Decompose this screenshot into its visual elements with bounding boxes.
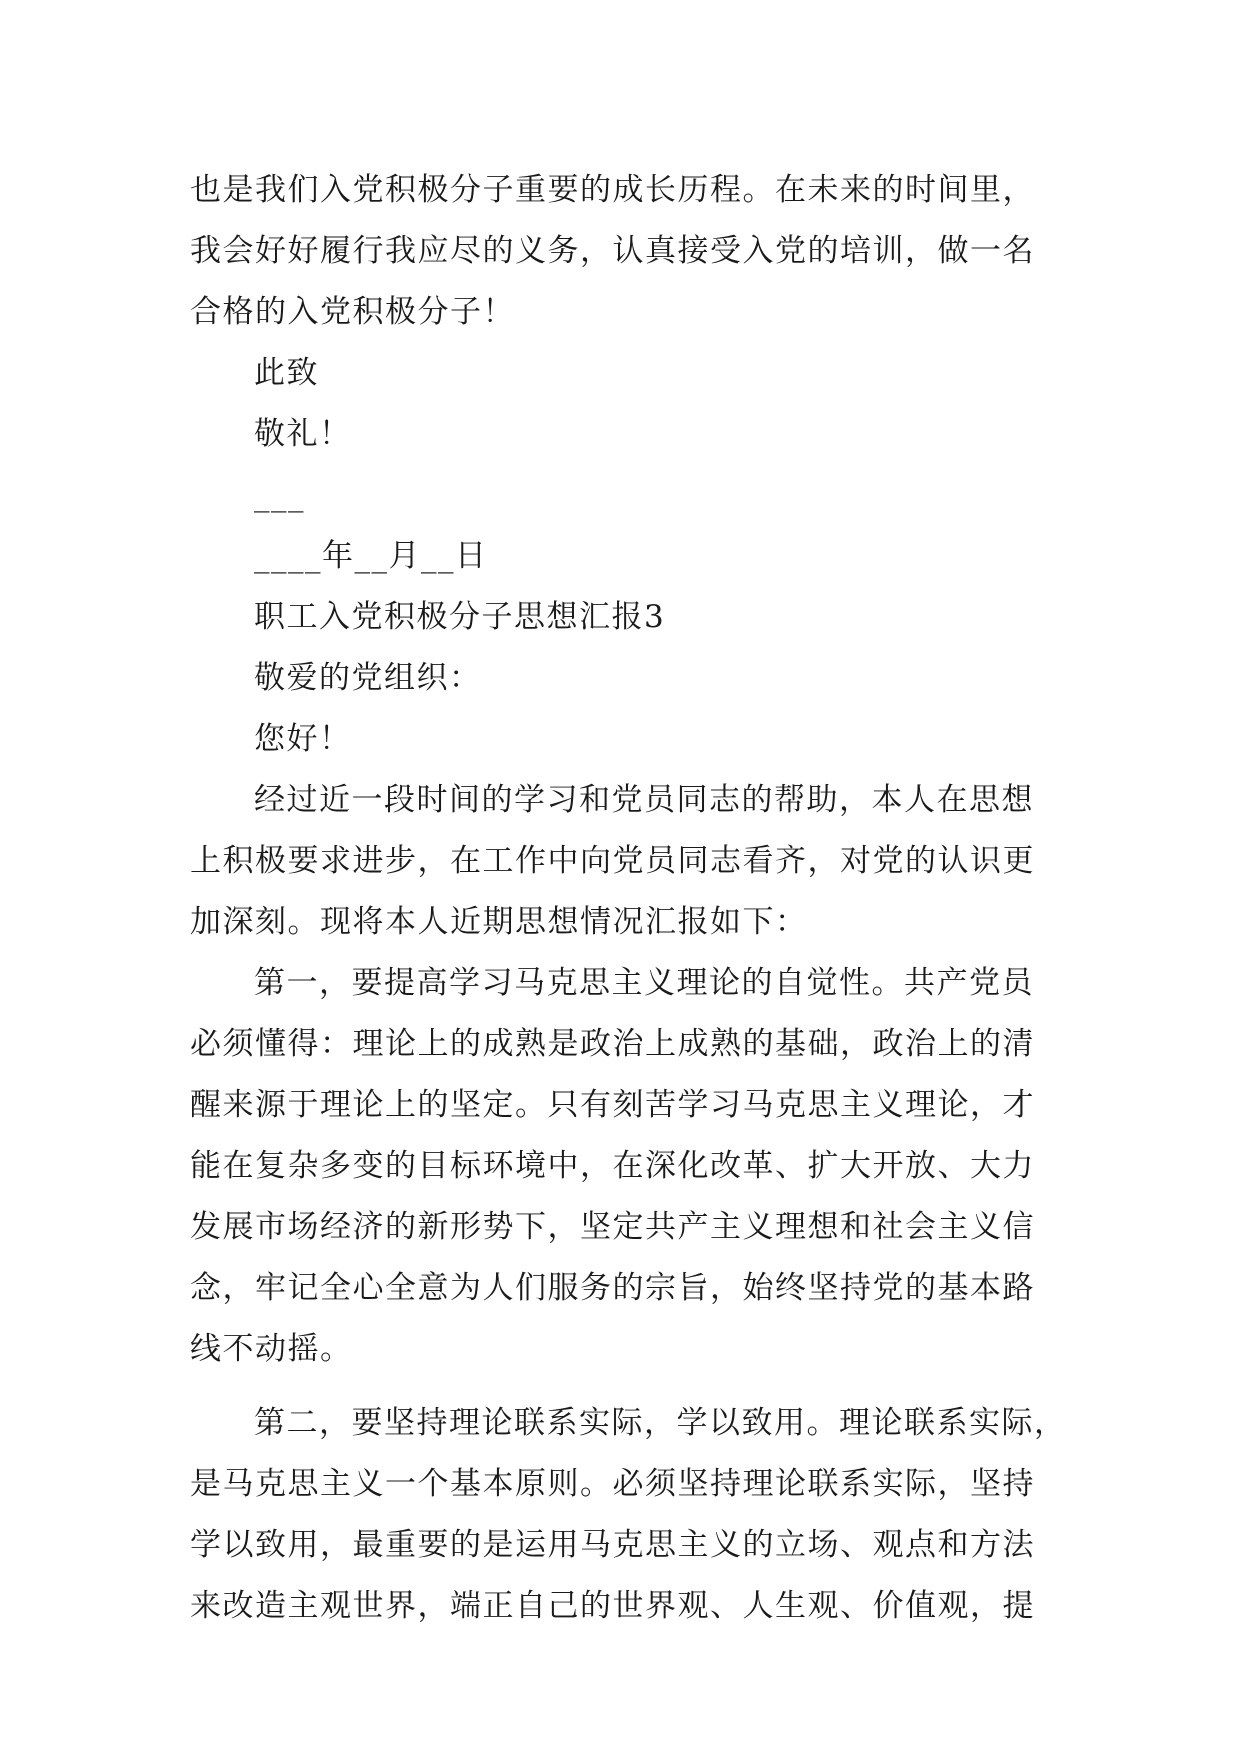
paragraph-line: 必须懂得：理论上的成熟是政治上成熟的基础，政治上的清 [190,1026,1035,1062]
paragraph-line: 醒来源于理论上的坚定。只有刻苦学习马克思主义理论，才 [190,1087,1035,1123]
closing-regards: 敬礼！ [254,416,352,452]
paragraph-gap [190,1380,1070,1393]
paragraph-line: 念，牢记全心全意为人们服务的宗旨，始终坚持党的基本路 [190,1270,1035,1306]
signature-blank: ___ [254,477,305,513]
paragraph-line: 上积极要求进步，在工作中向党员同志看齐，对党的认识更 [190,843,1035,879]
closing-salutation: 此致 [254,355,319,391]
paragraph-line: 合格的入党积极分子！ [190,294,515,330]
paragraph-line: 线不动摇。 [190,1331,353,1367]
paragraph-line: 加深刻。现将本人近期思想情况汇报如下： [190,904,808,940]
greeting: 您好！ [254,721,352,757]
section-title: 职工入党积极分子思想汇报3 [254,599,666,635]
paragraph-line: 能在复杂多变的目标环境中，在深化改革、扩大开放、大力 [190,1148,1035,1184]
paragraph-line: 我会好好履行我应尽的义务，认真接受入党的培训，做一名 [190,233,1035,269]
paragraph-line: 来改造主观世界，端正自己的世界观、人生观、价值观，提 [190,1588,1035,1624]
paragraph-line: 学以致用，最重要的是运用马克思主义的立场、观点和方法 [190,1527,1035,1563]
paragraph-line: 是马克思主义一个基本原则。必须坚持理论联系实际，坚持 [190,1466,1035,1502]
greeting-addressee: 敬爱的党组织： [254,660,482,696]
paragraph-line: 第一，要提高学习马克思主义理论的自觉性。共产党员 [254,965,1034,1001]
paragraph-line: 也是我们入党积极分子重要的成长历程。在未来的时间里， [190,172,1035,208]
paragraph-line: 经过近一段时间的学习和党员同志的帮助，本人在思想 [254,782,1034,818]
document-body [190,160,1070,1637]
paragraph-line: 发展市场经济的新形势下，坚定共产主义理想和社会主义信 [190,1209,1035,1245]
date-blank: ____年__月__日 [254,538,488,574]
paragraph-line: 第二，要坚持理论联系实际，学以致用。理论联系实际， [254,1405,1067,1441]
